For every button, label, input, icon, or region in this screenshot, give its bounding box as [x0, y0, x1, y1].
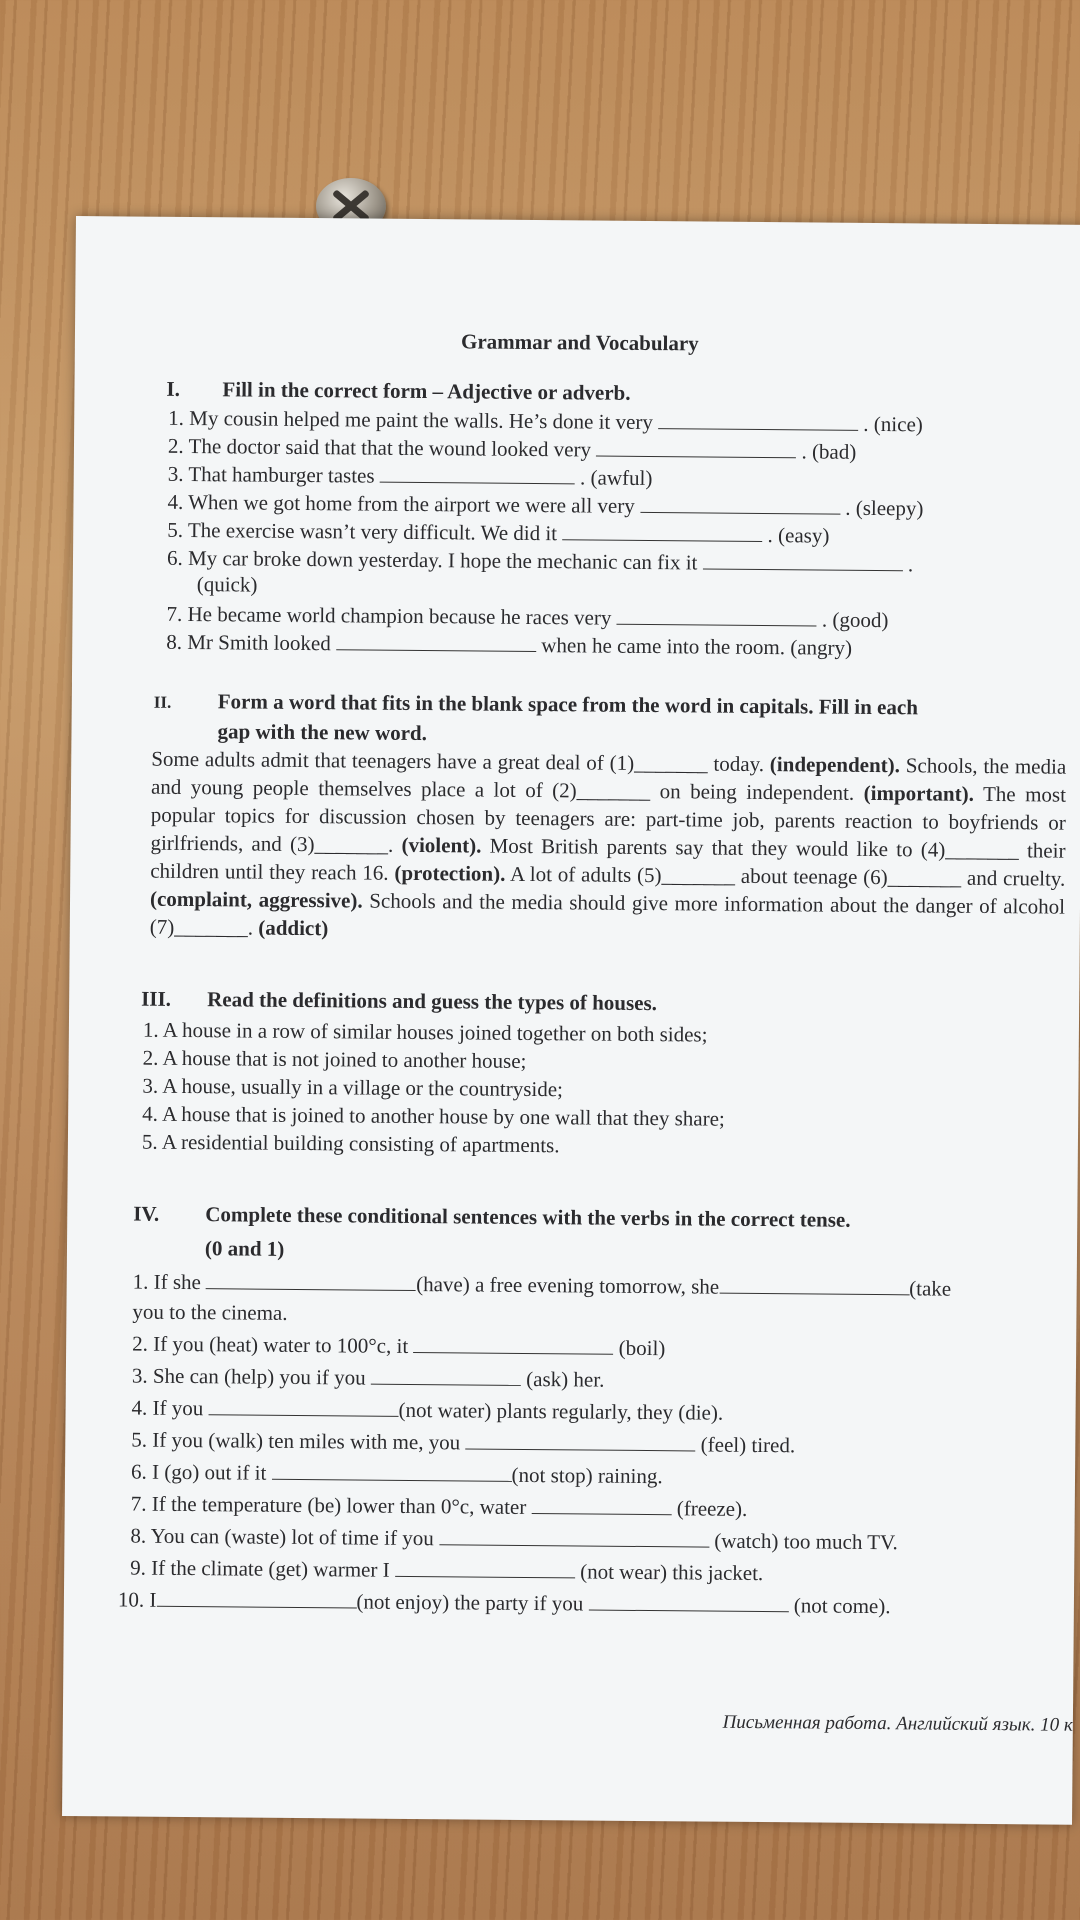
item-text: When we got home from the airport we were all very [188, 489, 635, 518]
answer-blank[interactable] [562, 521, 762, 542]
para-text: A lot of adults (5)_______ about teenage (6)_______ and cruelty. [509, 861, 1066, 891]
s4-item-2 [132, 1331, 665, 1362]
s3-item-3 [142, 1073, 563, 1103]
item-number: 7. [166, 601, 183, 626]
item-text: (have) a free evening tomorrow, she [416, 1272, 720, 1299]
item-text: A house in a row of similar houses joined together on both sides; [162, 1017, 708, 1047]
s3-item-1 [143, 1017, 708, 1048]
item-hint: when he came into the room. (angry) [541, 633, 853, 660]
item-text: The exercise wasn’t very difficult. We did it [187, 517, 558, 546]
item-hint: (feel) tired. [700, 1432, 796, 1458]
item-text: you to the cinema. [132, 1299, 288, 1325]
item-number: 2. [142, 1045, 159, 1070]
item-number: 1. [168, 405, 185, 430]
section-1-number: I. [166, 376, 181, 401]
section-3-heading [141, 987, 657, 1017]
s1-item-7 [166, 601, 888, 633]
s1-item-8 [166, 629, 852, 661]
s1-item-5 [167, 517, 829, 549]
item-text: A house that is joined to another house by one wall that they share; [161, 1101, 725, 1131]
s4-item-5 [131, 1427, 795, 1459]
s4-item-1-cont [132, 1299, 287, 1326]
section-3-title: Read the definitions and guess the types of houses. [207, 987, 658, 1016]
item-text: 10. I [117, 1587, 157, 1612]
item-hint: (take [909, 1276, 952, 1301]
section-4-title-line2: (0 and 1) [204, 1236, 285, 1261]
item-text: 1. If she [132, 1269, 202, 1295]
item-hint: (quick) [196, 572, 258, 597]
section-4-heading [133, 1197, 851, 1271]
section-1-heading [166, 377, 630, 406]
item-text: My car broke down yesterday. I hope the mechanic can fix it [187, 545, 698, 575]
item-hint: (not wear) this jacket. [580, 1559, 764, 1586]
item-number: 5. [141, 1129, 158, 1154]
item-hint: (boil) [618, 1335, 666, 1361]
item-text: 2. If you (heat) water to 100°c, it [132, 1331, 409, 1358]
section-2-title-line1: Form a word that fits in the blank space from the word in capitals. Fill in each [217, 689, 919, 720]
section-3-number: III. [141, 986, 172, 1011]
item-text: 5. If you (walk) ten miles with me, you [131, 1427, 461, 1455]
section-2-paragraph [150, 745, 1067, 949]
item-text: A residential building consisting of apartments. [161, 1129, 560, 1158]
s4-item-8 [130, 1523, 898, 1556]
s3-item-5 [142, 1129, 560, 1159]
item-hint: . (sleepy) [845, 495, 924, 521]
item-hint: . (awful) [579, 465, 653, 491]
capital-word: (protection). [394, 860, 506, 886]
item-text: He became world champion because he races very [187, 601, 612, 630]
s4-item-10 [118, 1586, 891, 1619]
s4-item-1 [133, 1269, 952, 1302]
s4-item-6 [131, 1459, 663, 1490]
section-2-heading [153, 687, 1073, 753]
answer-blank[interactable] [413, 1334, 613, 1355]
page-title: Grammar and Vocabulary [460, 329, 699, 356]
answer-blank[interactable] [272, 1461, 512, 1482]
answer-blank[interactable] [640, 494, 840, 515]
item-text: 9. If the climate (get) warmer I [130, 1555, 390, 1582]
capital-word: (complaint, aggressive). [149, 886, 363, 913]
item-text: That hamburger tastes [188, 461, 375, 488]
capital-word: (violent). [401, 832, 482, 858]
item-hint: . (easy) [767, 523, 830, 548]
section-1-title: Fill in the correct form – Adjective or adverb. [222, 377, 631, 405]
item-hint: (not come). [793, 1593, 891, 1619]
item-text: 4. If you [131, 1395, 204, 1421]
item-number: 3. [142, 1073, 159, 1098]
capital-word: (independent). [769, 752, 901, 778]
s1-item-1 [168, 405, 923, 438]
item-number: 8. [166, 629, 183, 654]
para-text: Some adults admit that teenagers have a great deal of (1)_______ today. [151, 746, 765, 777]
item-text: 8. You can (waste) lot of time if you [130, 1523, 434, 1551]
item-text: (not enjoy) the party if you [356, 1589, 584, 1616]
answer-blank[interactable] [371, 1366, 521, 1386]
item-hint: . (good) [821, 607, 889, 633]
item-hint: (not water) plants regularly, they (die). [398, 1397, 724, 1425]
item-text: Mr Smith looked [187, 629, 331, 656]
para-text: Schools and the media should give more information about the danger of alcohol (7)_______. [149, 888, 1066, 940]
item-hint: (not stop) raining. [511, 1462, 663, 1489]
answer-blank[interactable] [206, 1270, 416, 1291]
capital-word: (important). [863, 780, 975, 806]
answer-blank[interactable] [596, 438, 796, 459]
answer-blank[interactable] [209, 1396, 399, 1417]
s4-item-9 [130, 1555, 763, 1587]
item-number: 4. [142, 1101, 159, 1126]
answer-blank[interactable] [719, 1275, 909, 1296]
answer-blank[interactable] [658, 410, 858, 431]
item-number: 3. [167, 461, 184, 486]
s1-item-2 [168, 433, 857, 465]
answer-blank[interactable] [395, 1558, 575, 1579]
s4-item-4 [131, 1395, 723, 1426]
s1-item-6-hint [197, 571, 258, 598]
s1-item-3 [168, 461, 653, 491]
s3-item-4 [142, 1101, 725, 1132]
item-hint: . (nice) [863, 411, 923, 437]
item-text: The doctor said that that the wound looked very [188, 433, 592, 462]
item-hint: (watch) too much TV. [714, 1528, 898, 1555]
item-text: A house that is not joined to another house; [162, 1045, 527, 1073]
s4-item-3 [132, 1363, 605, 1393]
item-number: 2. [167, 433, 184, 458]
item-number: 6. [166, 545, 183, 570]
section-4-number: IV. [133, 1201, 160, 1226]
answer-blank[interactable] [617, 606, 817, 627]
para-text: Most British parents say that they would like to (4)_______ their children until they reach 16. [150, 833, 1066, 885]
item-text: My cousin helped me paint the walls. He’s done it very [189, 405, 653, 435]
answer-blank[interactable] [336, 631, 536, 652]
item-hint: (ask) her. [526, 1366, 605, 1392]
s1-item-6 [167, 545, 913, 578]
answer-blank[interactable] [703, 550, 903, 571]
item-text: 6. I (go) out if it [130, 1459, 267, 1485]
item-text: 7. If the temperature (be) lower than 0°c, water [130, 1491, 527, 1519]
worksheet-paper [62, 216, 1080, 1825]
item-text: 3. She can (help) you if you [131, 1363, 366, 1390]
answer-blank[interactable] [380, 464, 575, 485]
s3-item-2 [143, 1045, 527, 1074]
item-hint: . (bad) [801, 439, 857, 464]
item-number: 4. [167, 489, 184, 514]
answer-blank[interactable] [531, 1495, 671, 1515]
section-2-number: II. [153, 692, 172, 712]
answer-blank[interactable] [465, 1430, 695, 1451]
item-number: 1. [142, 1017, 159, 1042]
s1-item-4 [167, 489, 923, 522]
answer-blank[interactable] [439, 1526, 709, 1547]
para-text: The most popular topics for discussion chosen by teenagers are: part-time job, parents reaction to boyfriends or girlfriends, and (3)_______. [150, 781, 1067, 857]
item-hint: . [907, 552, 914, 577]
section-4-title-line1: Complete these conditional sentences with the verbs in the correct tense. [205, 1202, 851, 1232]
section-2-title-line2: gap with the new word. [217, 719, 428, 746]
item-text: A house, usually in a village or the countryside; [162, 1073, 564, 1102]
answer-blank[interactable] [156, 1588, 356, 1609]
capital-word: (addict) [258, 915, 329, 941]
s4-item-7 [131, 1491, 748, 1522]
item-hint: (freeze). [676, 1496, 748, 1521]
page-footer: Письменная работа. Английский язык. 10 к [722, 1711, 1073, 1736]
answer-blank[interactable] [588, 1592, 788, 1613]
para-text: Schools, the media and young people themselves place a lot of (2)_______ on being independent. [150, 753, 1067, 805]
item-number: 5. [167, 517, 184, 542]
